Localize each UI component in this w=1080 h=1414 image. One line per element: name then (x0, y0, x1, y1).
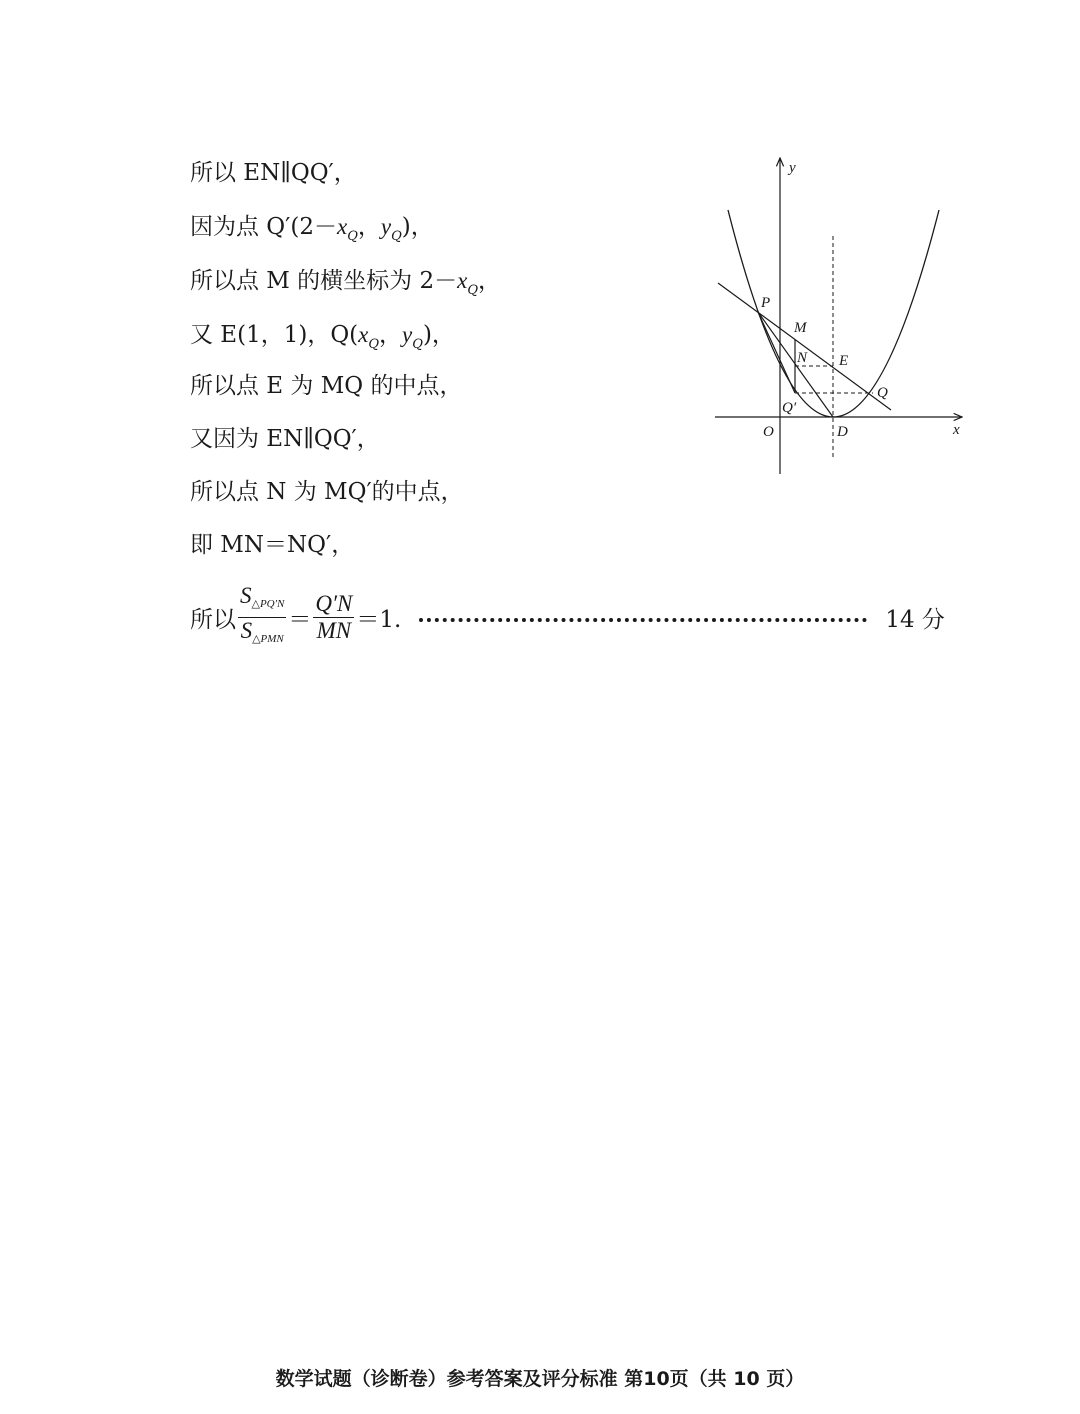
segment-PQp (758, 312, 795, 393)
label-Q: Q (877, 385, 888, 401)
segment-ratio-fraction: $\frac{Q'N}{MN}$ (315, 591, 353, 643)
text-line-6: 又因为 EN∥QQ′， (190, 426, 380, 452)
label-D: D (837, 424, 848, 440)
text-line-8: 即 MN＝NQ′， (190, 532, 355, 558)
text-line-7: 所以点 N 为 MQ′的中点， (190, 479, 464, 505)
leader-dots (419, 618, 867, 622)
line-PQ (718, 283, 891, 410)
text-line-4: 又 E(1，1)，$Q(x_Q$，$y_Q$)， (190, 322, 455, 352)
text-line-5: 所以点 E 为 MQ 的中点， (190, 373, 463, 399)
parabola-figure (710, 152, 970, 482)
text-line-2: 因为点 $Q'(2-x_Q$，$y_Q$)， (190, 214, 434, 244)
page-footer: 数学试题（诊断卷）参考答案及评分标准 第10页（共 10 页） (275, 1368, 805, 1390)
area-ratio-fraction: $\frac{S\triangle PQ'N}{\text{S△PMN}}$ (240, 583, 285, 645)
label-y: y (789, 160, 796, 176)
text-line-3: 所以点 M 的横坐标为 $2-x_Q$， (190, 268, 502, 298)
final-prefix: 所以 (190, 607, 236, 633)
final-equation: 所以 $\frac{S\triangle PQ'N}{\text{S△PMN}}$ ＝ $\frac{Q'N}{MN}$ ＝1. 14 分 (190, 583, 945, 652)
label-O: O (763, 424, 774, 440)
label-Qprime: Q′ (782, 400, 797, 416)
label-E: E (839, 353, 849, 369)
label-P: P (761, 295, 771, 311)
label-M: M (794, 320, 807, 336)
label-N: N (797, 350, 808, 366)
label-x: x (953, 422, 960, 438)
score-label: 14 分 (885, 607, 945, 633)
text-line-1: 所以 EN∥QQ′， (190, 160, 357, 186)
